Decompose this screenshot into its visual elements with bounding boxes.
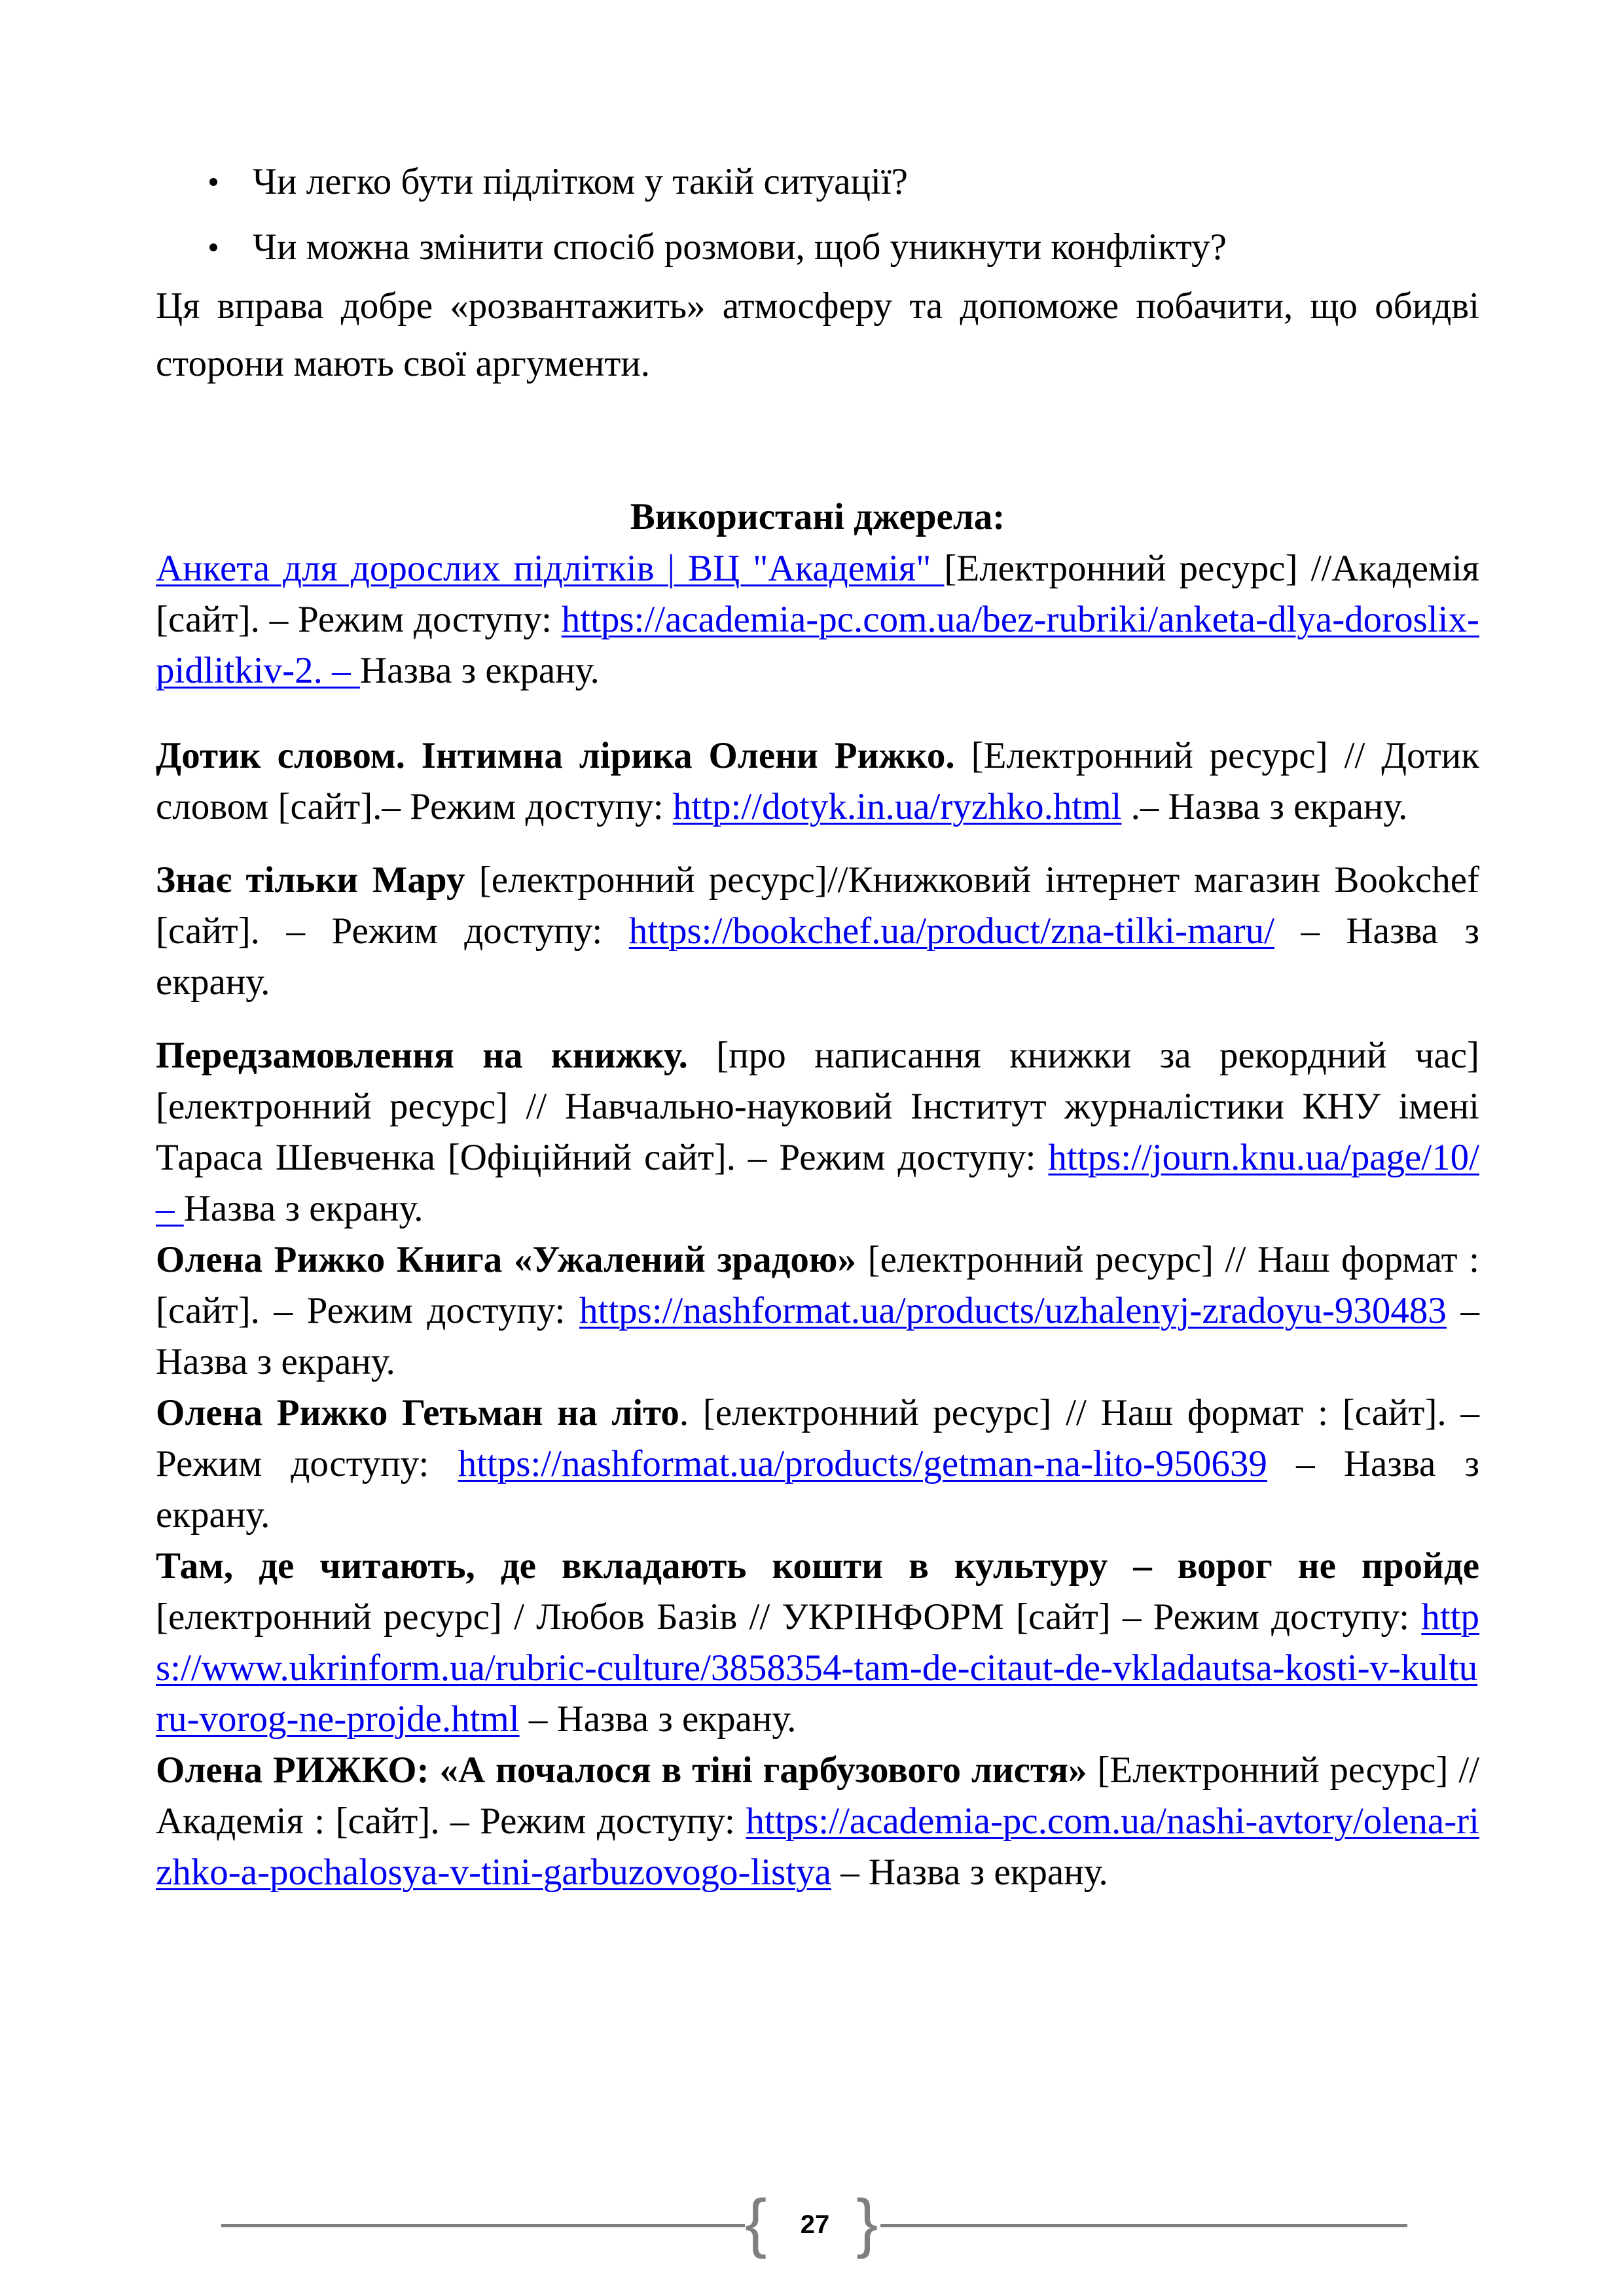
reference-url-link[interactable]: http://dotyk.in.ua/ryzhko.html: [672, 786, 1122, 827]
reference-title-link[interactable]: Анкета для дорослих підлітків | ВЦ "Академія": [156, 548, 945, 589]
reference-title: Дотик словом. Інтимна лірика Олени Рижко.: [156, 735, 955, 776]
reference-item: [156, 855, 1479, 1008]
intro-paragraph: Ця вправа добре «розвантажить» атмосферу та допоможе побачити, що обидві сторони мають свої аргументи.: [156, 285, 1479, 384]
page-footer: [0, 2186, 1624, 2259]
reference-suffix: – Назва з екрану.: [519, 1698, 797, 1740]
reference-url-link[interactable]: https://academia-pc.com.ua/bez-rubriki/anketa-dlya-doroslix-pidlitkiv-2. –: [156, 599, 1479, 691]
right-brace-icon: }: [856, 2186, 878, 2259]
reference-item: [156, 730, 1479, 833]
reference-title: Передзамовлення на книжку.: [156, 1035, 688, 1076]
page-content: [156, 149, 1479, 1898]
reference-description: [електронний ресурс]//Книжковий інтернет магазин Bookchef [сайт]. – Режим доступу:: [156, 859, 1479, 952]
reference-suffix: Назва з екрану.: [359, 650, 600, 691]
page-number: 27: [800, 2210, 830, 2239]
reference-url-link[interactable]: https://nashformat.ua/products/getman-na-lito-950639: [458, 1443, 1267, 1484]
reference-item: [156, 1541, 1479, 1745]
reference-url-link[interactable]: https://journ.knu.ua/page/10/ –: [156, 1137, 1479, 1229]
reference-description: [Електронний ресурс] // Дотик словом [сайт].– Режим доступу:: [156, 735, 1480, 827]
bullet-icon: [209, 243, 217, 251]
reference-description: [Електронний ресурс] //Академія [сайт]. – Режим доступу:: [156, 548, 1480, 640]
footer-divider-right: [880, 2224, 1407, 2227]
footer-divider-left: [221, 2224, 745, 2227]
question-text: Чи легко бути підлітком у такій ситуації?: [253, 161, 908, 202]
reference-title: Олена РИЖКО: «А почалося в тіні гарбузового листя»: [156, 1749, 1087, 1791]
list-item: [156, 149, 1479, 215]
reference-item: [156, 1030, 1479, 1234]
reference-item: [156, 1745, 1479, 1898]
reference-suffix: – Назва з екрану.: [831, 1852, 1108, 1893]
list-item: [156, 215, 1479, 280]
reference-suffix: – Назва з екрану.: [156, 1290, 1480, 1382]
reference-title: Олена Рижко Книга «Ужалений зрадою»: [156, 1239, 856, 1280]
reference-url-link[interactable]: https://www.ukrinform.ua/rubric-culture/3858354-tam-de-citaut-de-vkladautsa-kosti-v-kulturu-vorog-ne-projde.html: [156, 1596, 1479, 1740]
question-list: [156, 149, 1479, 280]
reference-description: [Електронний ресурс] // Академія : [сайт]. – Режим доступу:: [156, 1749, 1479, 1842]
reference-suffix: – Назва з екрану.: [156, 910, 1479, 1003]
reference-item: [156, 543, 1479, 696]
reference-suffix: Назва з екрану.: [183, 1188, 424, 1229]
reference-title: Там, де читають, де вкладають кошти в культуру – ворог не пройде: [156, 1545, 1479, 1587]
reference-url-link[interactable]: https://bookchef.ua/product/zna-tilki-maru/: [628, 910, 1274, 952]
reference-description: . [електронний ресурс] // Наш формат : [сайт]. – Режим доступу:: [156, 1392, 1479, 1484]
bullet-icon: [209, 178, 217, 186]
reference-item: [156, 1234, 1479, 1388]
reference-title: Олена Рижко Гетьман на літо: [156, 1392, 679, 1433]
reference-url-link[interactable]: https://nashformat.ua/products/uzhalenyj-zradoyu-930483: [579, 1290, 1447, 1331]
reference-suffix: – Назва з екрану.: [156, 1443, 1479, 1535]
reference-item: [156, 1388, 1479, 1541]
reference-suffix: .– Назва з екрану.: [1121, 786, 1408, 827]
reference-title: Знає тільки Мару: [156, 859, 465, 901]
question-text: Чи можна змінити спосіб розмови, щоб уникнути конфлікту?: [253, 226, 1227, 268]
sources-heading: Використані джерела:: [630, 496, 1005, 537]
left-brace-icon: {: [745, 2186, 767, 2259]
reference-description: [про написання книжки за рекордний час] [електронний ресурс] // Навчально-науковий Інститут журналістики КНУ імені Тараса Шевченка [Офіційний сайт]. – Режим доступу:: [156, 1035, 1479, 1178]
reference-description: [електронний ресурс] / Любов Базів // УКРІНФОРМ [сайт] – Режим доступу:: [156, 1596, 1422, 1638]
reference-url-link[interactable]: https://academia-pc.com.ua/nashi-avtory/olena-rizhko-a-pochalosya-v-tini-garbuzovogo-listya: [156, 1801, 1479, 1893]
reference-description: [електронний ресурс] // Наш формат : [сайт]. – Режим доступу:: [156, 1239, 1480, 1331]
